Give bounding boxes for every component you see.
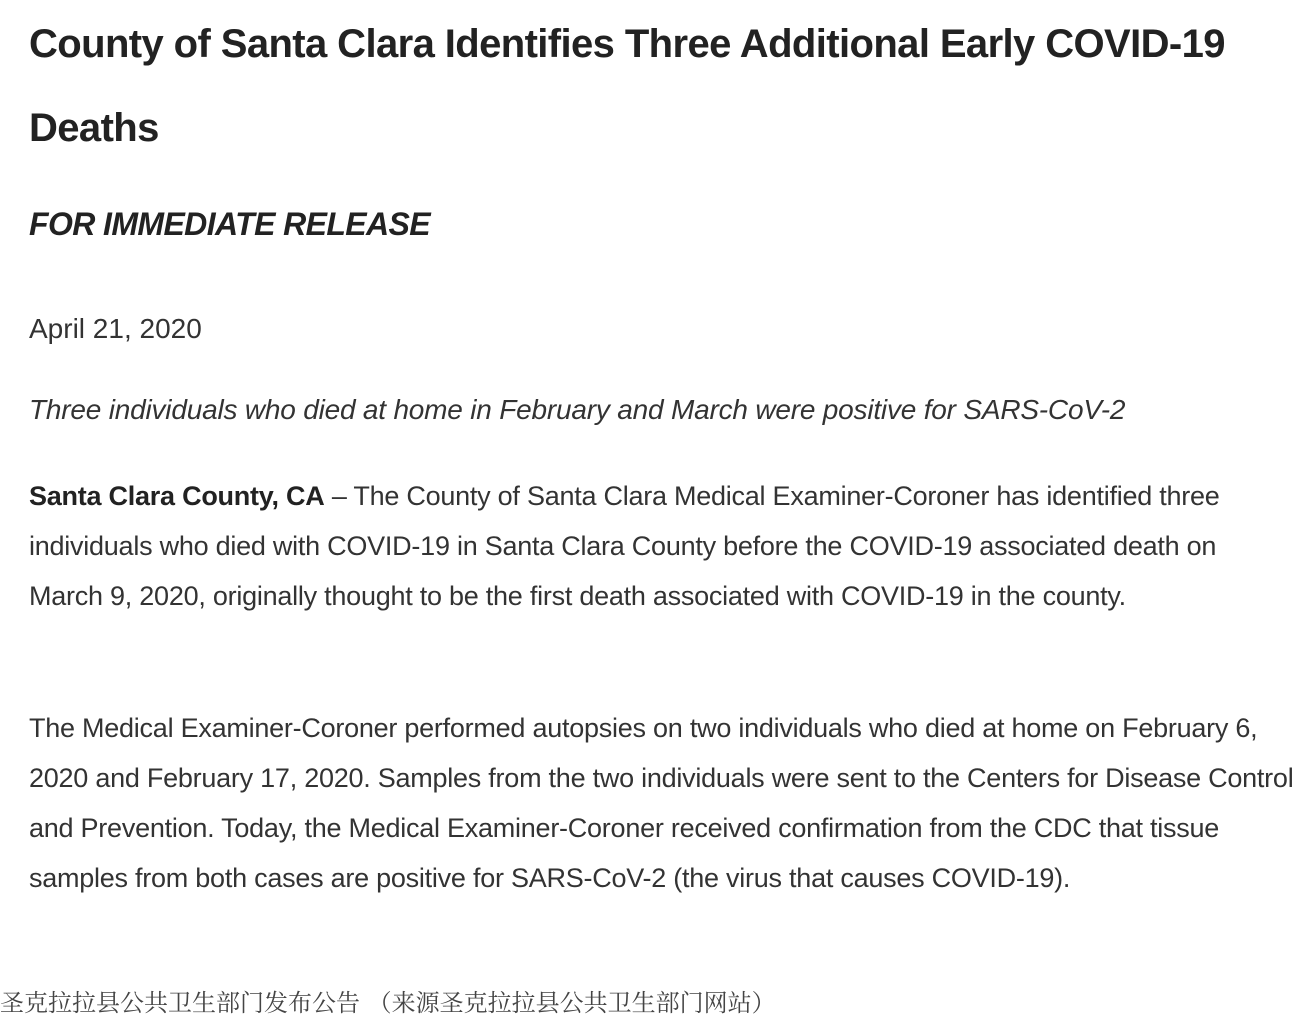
dateline: Santa Clara County, CA: [29, 481, 325, 511]
paragraph-2-text: The Medical Examiner-Coroner performed autopsies on two individuals who died at home on February 6, 2020 and February 17, 2020. Samples from the two individuals were sent to the Centers for Disease Control and Prevention. Today, the Medical Examiner-Coroner received confirmation from the CDC that tissue samples from both cases are positive for SARS-CoV-2 (the virus that causes COVID-19).: [29, 713, 1294, 893]
release-date: April 21, 2020: [29, 313, 202, 344]
paragraph-1-text: – The County of Santa Clara Medical Examiner-Coroner has identified three individuals who died with COVID-19 in Santa Clara County before the COVID-19 associated death on March 9, 2020, originally thought to be the first death associated with COVID-19 in the county.: [29, 481, 1220, 611]
subtitle: Three individuals who died at home in February and March were positive for SARS-CoV-2: [29, 394, 1126, 425]
headline: County of Santa Clara Identifies Three Additional Early COVID-19 Deaths: [29, 22, 1225, 150]
paragraph-1: [29, 471, 1297, 621]
image-caption: 圣克拉拉县公共卫生部门发布公告 （来源圣克拉拉县公共卫生部门网站）: [0, 989, 776, 1017]
press-release: [29, 0, 1299, 893]
paragraph-2: [29, 703, 1297, 903]
release-label: FOR IMMEDIATE RELEASE: [29, 206, 431, 242]
